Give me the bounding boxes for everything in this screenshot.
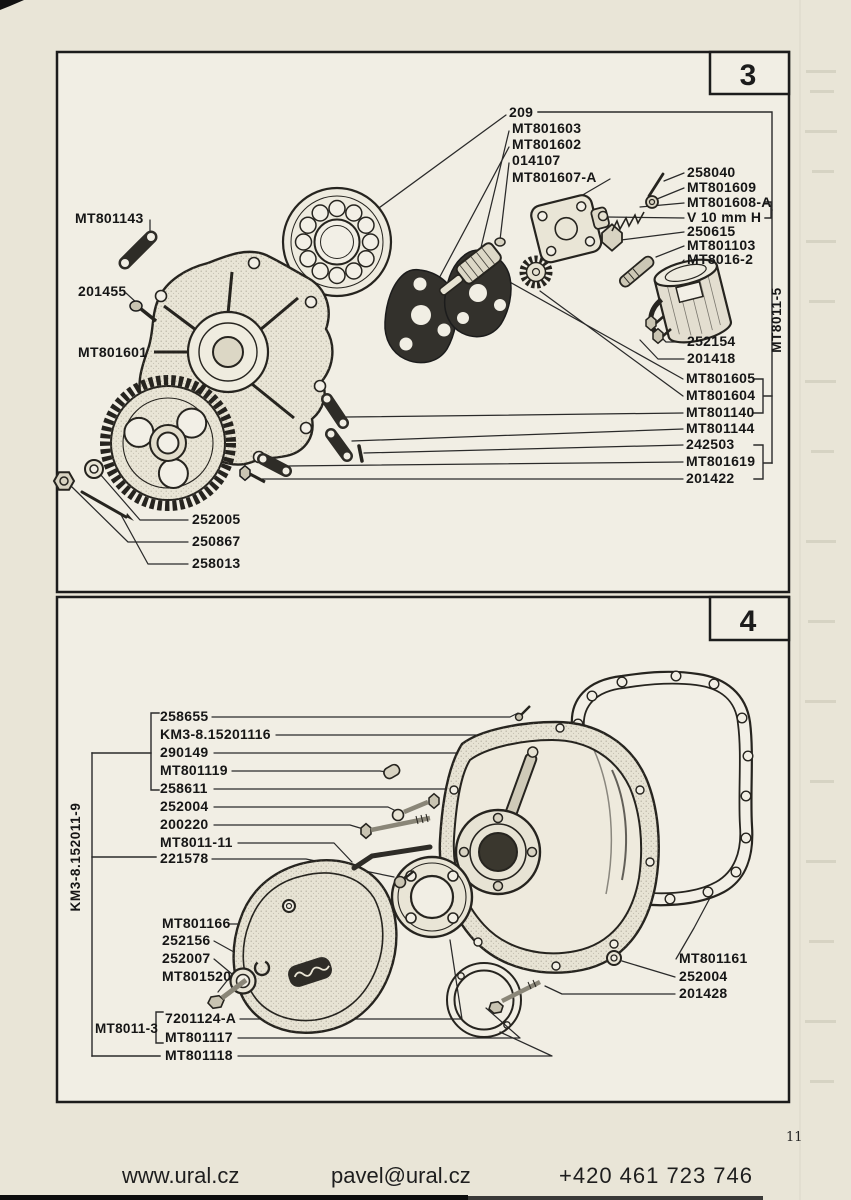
part-label: MT801140 [686, 404, 755, 420]
part-label: MT801166 [162, 915, 231, 931]
part-label: KM3-8.15201116 [160, 726, 271, 742]
part-label: 014107 [512, 152, 561, 168]
part-label: MT8016-2 [687, 251, 754, 267]
figure3-assembly-code: MT8011-5 [769, 287, 784, 353]
part-label: V 10 mm H [687, 209, 762, 225]
figure3-number: 3 [739, 59, 757, 92]
footer-website: www.ural.cz [122, 1163, 240, 1188]
part-label: 201455 [78, 283, 127, 299]
part-label: MT801602 [512, 136, 582, 152]
part-label: 201418 [687, 350, 736, 366]
figure4 [57, 597, 789, 1102]
figure4-assembly-code: KM3-8.152011-9 [68, 802, 83, 912]
part-label: 258611 [160, 780, 208, 796]
scan-bottom-bar-2 [468, 1196, 763, 1200]
part-label: MT801601 [78, 344, 148, 360]
part-label: 258013 [192, 555, 241, 571]
part-label: MT801619 [686, 453, 756, 469]
part-label: MT8011-11 [160, 834, 233, 850]
part-label: 201428 [679, 985, 728, 1001]
page-number: 11 [786, 1130, 803, 1145]
part-label: MT801603 [512, 120, 582, 136]
part-label: 242503 [686, 436, 735, 452]
part-label: 252156 [162, 932, 211, 948]
part-label: 250867 [192, 533, 241, 549]
part-label: MT801607-A [512, 169, 597, 185]
part-label: MT801144 [686, 420, 755, 436]
part-label: MT801118 [165, 1047, 233, 1063]
part-label: 7201124-A [165, 1010, 237, 1026]
scan-bottom-bar [0, 1195, 468, 1200]
part-label: 290149 [160, 744, 209, 760]
crankcase-cover-drawing [440, 722, 659, 973]
part-label: 250615 [687, 223, 736, 239]
part-label: MT801609 [687, 179, 757, 195]
part-label: 221578 [160, 850, 209, 866]
part-label: MT801604 [686, 387, 756, 403]
part-label: MT801143 [75, 210, 144, 226]
part-label: 258655 [160, 708, 209, 724]
part-label: 252005 [192, 511, 241, 527]
part-label: MT801119 [160, 762, 228, 778]
figure4-number: 4 [739, 605, 757, 638]
part-label: 252004 [679, 968, 728, 984]
part-label: MT801161 [679, 950, 748, 966]
part-label: 252154 [687, 333, 736, 349]
part-label: 201422 [686, 470, 735, 486]
part-label: 252004 [160, 798, 209, 814]
part-label: MT8011-3 [95, 1021, 159, 1036]
footer-phone: +420 461 723 746 [559, 1163, 754, 1188]
figure3 [54, 0, 789, 592]
part-label: 200220 [160, 816, 209, 832]
part-label: MT801103 [687, 237, 756, 253]
part-label: MT801117 [165, 1029, 233, 1045]
part-label: 252007 [162, 950, 211, 966]
part-label: MT801520 [162, 968, 232, 984]
part-label: MT801605 [686, 370, 756, 386]
part-label: 209 [509, 104, 534, 120]
part-label: MT801608-A [687, 194, 772, 210]
footer-email: pavel@ural.cz [331, 1163, 471, 1188]
part-label: 258040 [687, 164, 736, 180]
